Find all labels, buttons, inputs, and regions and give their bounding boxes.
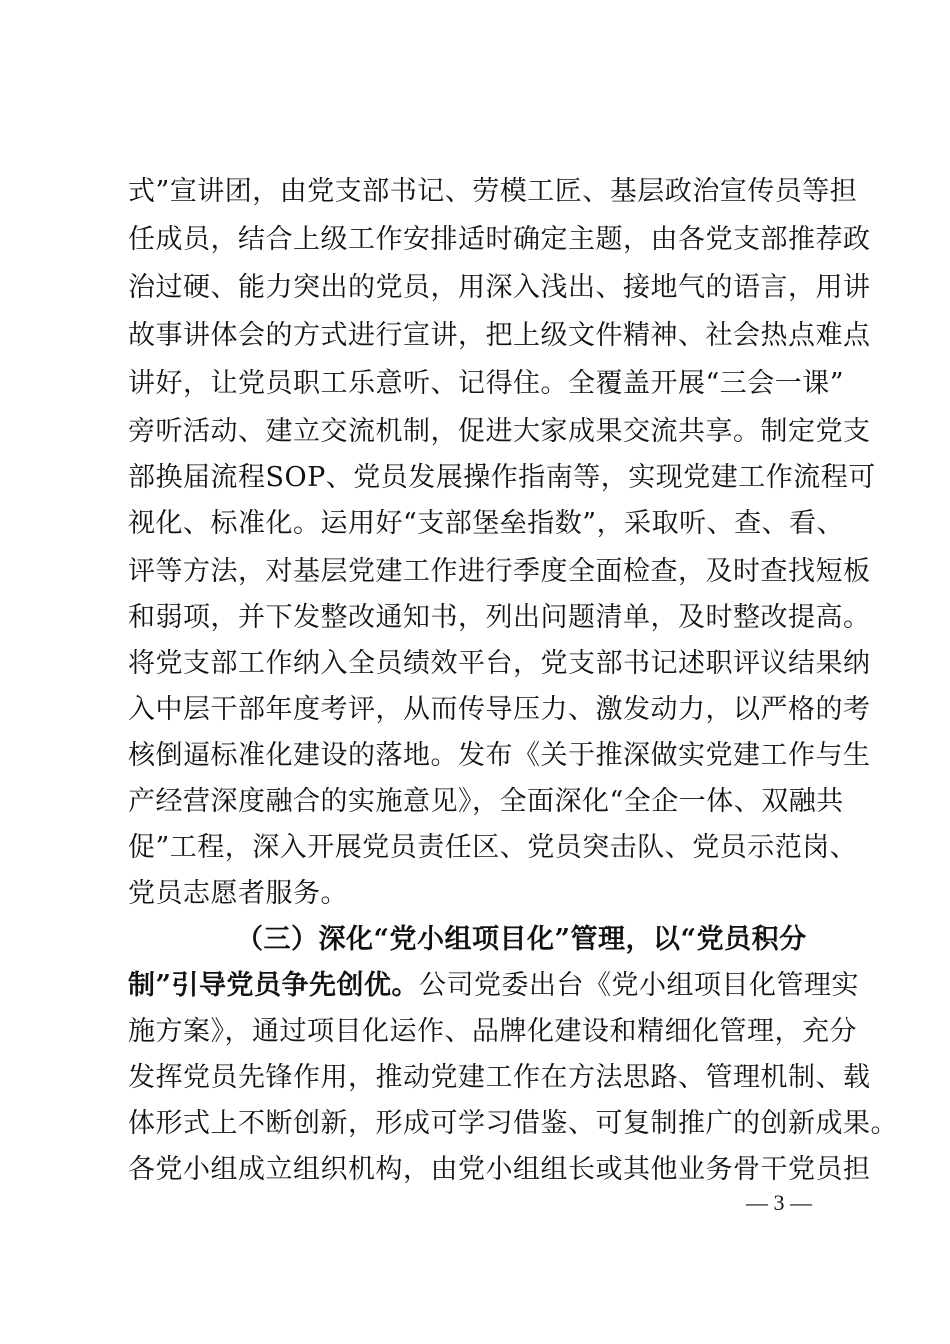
body-line: 故事讲体会的方式进行宣讲，把上级文件精神、社会热点难点 (128, 320, 871, 351)
body-line: 治过硬、能力突出的党员，用深入浅出、接地气的语言，用讲 (128, 272, 871, 303)
page-number: — 3 — (746, 1190, 812, 1215)
section-heading-continuation (128, 966, 859, 1006)
body-line: 产经营深度融合的实施意见》，全面深化“全企一体、双融共 (128, 786, 844, 817)
body-line: 式”宣讲团，由党支部书记、劳模工匠、基层政治宣传员等担 (128, 176, 858, 207)
body-line: 和弱项，并下发整改通知书，列出问题清单，及时整改提高。 (128, 602, 871, 633)
section-heading: （三）深化“党小组项目化”管理，以“党员积分 (236, 924, 807, 955)
section-body-start: 公司党委出台《党小组项目化管理实 (419, 970, 860, 1001)
body-line: 核倒逼标准化建设的落地。发布《关于推深做实党建工作与生 (128, 740, 871, 771)
body-line: 将党支部工作纳入全员绩效平台，党支部书记述职评议结果纳 (128, 648, 871, 679)
section-line: 体形式上不断创新，形成可学习借鉴、可复制推广的创新成果。 (128, 1108, 898, 1139)
body-line: 入中层干部年度考评，从而传导压力、激发动力，以严格的考 (128, 694, 871, 725)
body-line: 视化、标准化。运用好“支部堡垒指数”，采取听、查、看、 (128, 508, 845, 539)
body-line: 评等方法，对基层党建工作进行季度全面检查，及时查找短板 (128, 556, 871, 587)
section-heading-tail: 制”引导党员争先创优。 (128, 970, 420, 1001)
body-line: 任成员，结合上级工作安排适时确定主题，由各党支部推荐政 (128, 224, 871, 255)
section-line: 发挥党员先锋作用，推动党建工作在方法思路、管理机制、载 (128, 1062, 871, 1093)
body-line: 旁听活动、建立交流机制，促进大家成果交流共享。制定党支 (128, 416, 871, 447)
body-line: 党员志愿者服务。 (128, 878, 348, 909)
body-line: 讲好，让党员职工乐意听、记得住。全覆盖开展“三会一课” (128, 368, 845, 399)
section-line: 施方案》，通过项目化运作、品牌化建设和精细化管理，充分 (128, 1016, 857, 1047)
body-line: 促”工程，深入开展党员责任区、党员突击队、党员示范岗、 (128, 832, 858, 863)
body-line: 部换届流程SOP、党员发展操作指南等，实现党建工作流程可 (128, 462, 876, 493)
section-line: 各党小组成立组织机构，由党小组组长或其他业务骨干党员担 (128, 1154, 871, 1185)
